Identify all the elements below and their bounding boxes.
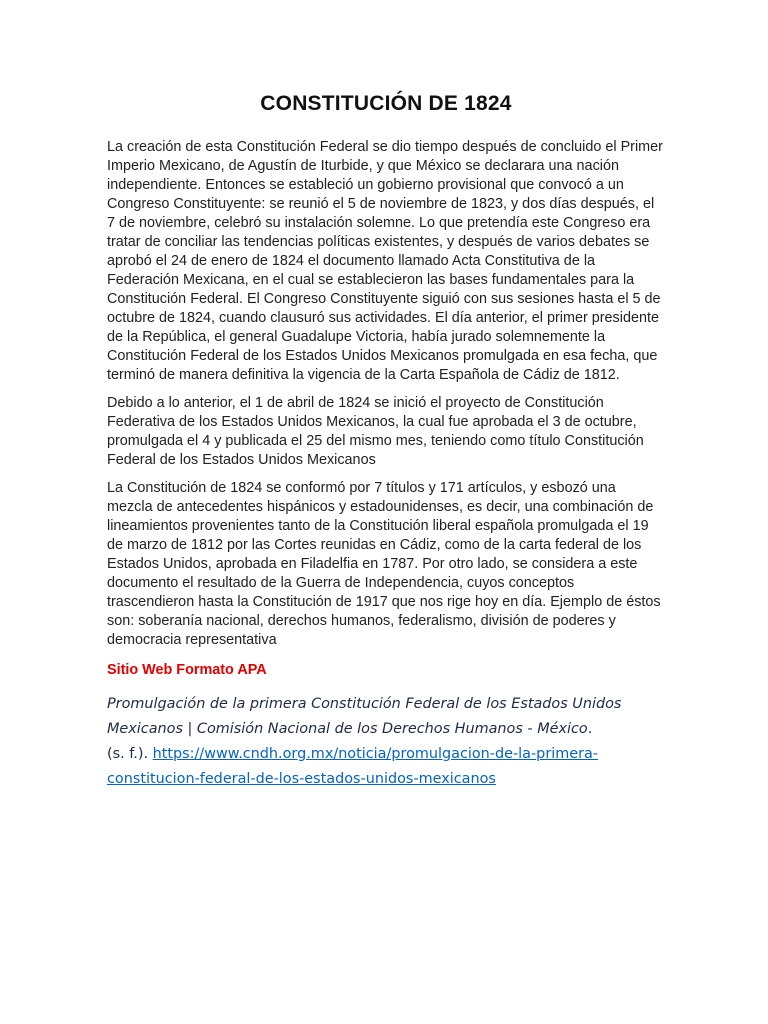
apa-citation bbox=[107, 692, 665, 792]
document-title: CONSTITUCIÓN DE 1824 bbox=[260, 92, 512, 115]
citation-link[interactable]: https://www.cndh.org.mx/noticia/promulgacion-de-la-primera-constitucion-federal-de-los-estados-unidos-mexicanos bbox=[107, 746, 599, 787]
citation-date: (s. f.). bbox=[107, 746, 149, 762]
document-page bbox=[107, 88, 665, 792]
paragraph-2: Debido a lo anterior, el 1 de abril de 1824 se inició el proyecto de Constitución Federativa de los Estados Unidos Mexicanos, la cual fue aprobada el 3 de octubre, promulgada el 4 y publicada el 25 del mismo mes, teniendo como título Constitución Federal de los Estados Unidos Mexicanos bbox=[107, 395, 644, 468]
reference-heading: Sitio Web Formato APA bbox=[107, 662, 267, 678]
paragraph-1: La creación de esta Constitución Federal se dio tiempo después de concluido el Primer Imperio Mexicano, de Agustín de Iturbide, y que México se declarara una nación independiente. Entonces se estableció un gobierno provisional que convocó a un Congreso Constituyente: se reunió el 5 de noviembre de 1823, y dos días después, el 7 de noviembre, celebró su instalación solemne. Lo que pretendía este Congreso era tratar de conciliar las tendencias políticas existentes, y después de varios debates se aprobó el 24 de enero de 1824 el documento llamado Acta Constitutiva de la Federación Mexicana, en el cual se establecieron las bases fundamentales para la Constitución Federal. El Congreso Constituyente siguió con sus sesiones hasta el 5 de octubre de 1824, cuando clausuró sus actividades. El día anterior, el primer presidente de la República, el general Guadalupe Victoria, había jurado solemnemente la Constitución Federal de los Estados Unidos Mexicanos promulgada en esa fecha, que terminó de manera definitiva la vigencia de la Carta Española de Cádiz de 1812. bbox=[107, 139, 663, 383]
paragraph-3: La Constitución de 1824 se conformó por 7 títulos y 171 artículos, y esbozó una mezcla de antecedentes hispánicos y estadounidenses, es decir, una combinación de lineamientos provenientes tanto de la Constitución liberal española promulgada el 19 de marzo de 1812 por las Cortes reunidas en Cádiz, como de la carta federal de los Estados Unidos, aprobada en Filadelfia en 1787. Por otro lado, se considera a este documento el resultado de la Guerra de Independencia, cuyos conceptos trascendieron hasta la Constitución de 1917 que nos rige hoy en día. Ejemplo de éstos son: soberanía nacional, derechos humanos, federalismo, división de poderes y democracia representativa bbox=[107, 480, 661, 648]
citation-title-end: . bbox=[587, 721, 593, 737]
citation-title: Promulgación de la primera Constitución Federal de los Estados Unidos Mexicanos | Comisión Nacional de los Derechos Humanos - México bbox=[107, 696, 622, 737]
